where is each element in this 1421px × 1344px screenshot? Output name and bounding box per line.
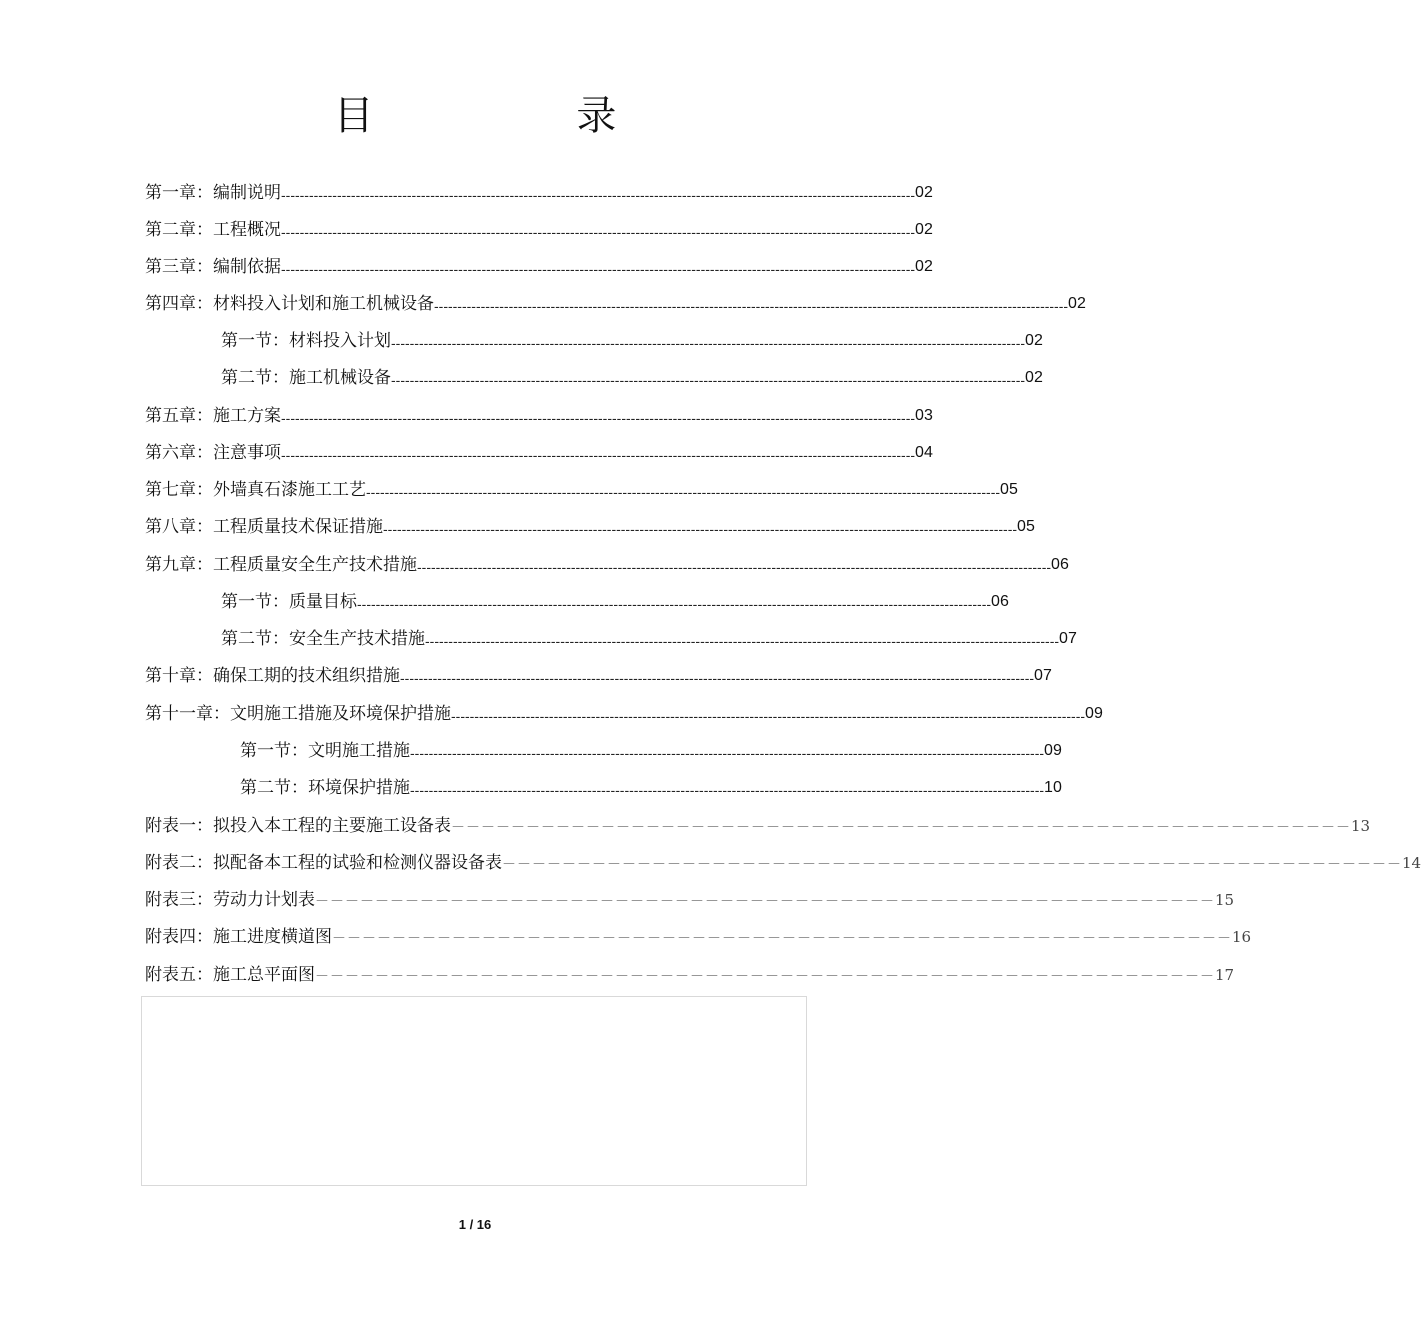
- toc-dot-leader: ----------------------------------------------------------------------------------------------------------------------------------------: [391, 335, 1026, 351]
- toc-entry-label: 第十一章：文明施工措施及环境保护措施: [145, 704, 451, 724]
- toc-entry-page: 09: [1085, 705, 1103, 722]
- toc-entry-chapter-5[interactable]: [145, 403, 933, 429]
- toc-entry-chapter-10[interactable]: [145, 663, 1052, 689]
- toc-entry-label: 第二节：施工机械设备: [221, 368, 391, 388]
- toc-entry-page: 16: [1232, 928, 1252, 946]
- toc-entry-label: 第一章：编制说明: [145, 183, 281, 203]
- toc-dot-leader: ----------------------------------------------------------------------------------------------------------------------------------------: [417, 559, 1052, 575]
- toc-dot-leader: ----------------------------------------------------------------------------------------------------------------------------------------: [425, 633, 1060, 649]
- page-title: 目 录: [333, 93, 712, 139]
- toc-entry-chapter-7[interactable]: [145, 477, 1018, 503]
- toc-entry-chapter-9-section-1[interactable]: [221, 589, 1009, 615]
- toc-dot-leader: ----------------------------------------------------------------------------------------------------------------------------------------: [366, 484, 1001, 500]
- toc-entry-page: 02: [1025, 369, 1043, 386]
- toc-entry-page: 07: [1034, 667, 1052, 684]
- toc-dot-leader: ----------------------------------------------------------------------------------------------------------------------------------------: [281, 224, 916, 240]
- toc-entry-label: 第九章：工程质量安全生产技术措施: [145, 555, 417, 575]
- toc-entry-chapter-2[interactable]: [145, 217, 933, 243]
- toc-entry-label: 第三章：编制依据: [145, 257, 281, 277]
- toc-entry-page: 04: [915, 444, 933, 461]
- toc-entry-page: 05: [1000, 481, 1018, 498]
- toc-dot-leader: ----------------------------------------------------------------------------------------------------------------------------------------: [391, 372, 1026, 388]
- toc-dot-leader: －－－－－－－－－－－－－－－－－－－－－－－－－－－－－－－－－－－－－－－－－－－－－－－－－－－－－－－－－－－－: [451, 820, 1351, 836]
- toc-entry-label: 第八章：工程质量技术保证措施: [145, 517, 383, 537]
- toc-entry-page: 17: [1215, 966, 1235, 984]
- toc-entry-chapter-11[interactable]: [145, 701, 1103, 727]
- toc-entry-label: 第七章：外墙真石漆施工工艺: [145, 480, 366, 500]
- toc-dot-leader: ----------------------------------------------------------------------------------------------------------------------------------------: [410, 782, 1045, 798]
- toc-dot-leader: ----------------------------------------------------------------------------------------------------------------------------------------: [451, 708, 1086, 724]
- toc-entry-chapter-9[interactable]: [145, 552, 1069, 578]
- toc-dot-leader: ----------------------------------------------------------------------------------------------------------------------------------------: [383, 521, 1018, 537]
- toc-dot-leader: －－－－－－－－－－－－－－－－－－－－－－－－－－－－－－－－－－－－－－－－－－－－－－－－－－－－－－－－－－－－: [502, 857, 1402, 873]
- toc-dot-leader: ----------------------------------------------------------------------------------------------------------------------------------------: [281, 410, 916, 426]
- toc-entry-label: 第一节：质量目标: [221, 592, 357, 612]
- toc-entry-chapter-6[interactable]: [145, 440, 933, 466]
- toc-entry-chapter-4-section-2[interactable]: [221, 365, 1043, 391]
- toc-entry-label: 第二节：环境保护措施: [240, 778, 410, 798]
- toc-entry-appendix-1[interactable]: [145, 813, 1371, 839]
- toc-entry-chapter-4[interactable]: [145, 291, 1086, 317]
- toc-entry-label: 第六章：注意事项: [145, 443, 281, 463]
- toc-entry-page: 09: [1044, 742, 1062, 759]
- toc-entry-label: 第十章：确保工期的技术组织措施: [145, 666, 400, 686]
- toc-dot-leader: ----------------------------------------------------------------------------------------------------------------------------------------: [410, 745, 1045, 761]
- toc-entry-chapter-3[interactable]: [145, 254, 933, 280]
- toc-dot-leader: ----------------------------------------------------------------------------------------------------------------------------------------: [281, 187, 916, 203]
- toc-entry-chapter-1[interactable]: [145, 180, 933, 206]
- toc-dot-leader: ----------------------------------------------------------------------------------------------------------------------------------------: [281, 261, 916, 277]
- toc-dot-leader: ----------------------------------------------------------------------------------------------------------------------------------------: [281, 447, 916, 463]
- toc-entry-label: 第四章：材料投入计划和施工机械设备: [145, 294, 434, 314]
- toc-entry-appendix-3[interactable]: [145, 887, 1235, 913]
- toc-entry-label: 第二章：工程概况: [145, 220, 281, 240]
- toc-entry-label: 附表一：拟投入本工程的主要施工设备表: [145, 816, 451, 836]
- toc-entry-label: 第二节：安全生产技术措施: [221, 629, 425, 649]
- toc-entry-page: 06: [991, 593, 1009, 610]
- toc-entry-page: 14: [1402, 854, 1421, 872]
- toc-entry-appendix-2[interactable]: [145, 850, 1421, 876]
- toc-entry-chapter-9-section-2[interactable]: [221, 626, 1077, 652]
- toc-entry-appendix-4[interactable]: [145, 924, 1252, 950]
- toc-entry-page: 06: [1051, 556, 1069, 573]
- empty-frame: [141, 996, 807, 1186]
- toc-entry-label: 第一节：文明施工措施: [240, 741, 410, 761]
- page-indicator: 1 / 16: [458, 1217, 492, 1232]
- toc-entry-page: 05: [1017, 518, 1035, 535]
- toc-entry-label: 第一节：材料投入计划: [221, 331, 391, 351]
- toc-entry-page: 02: [915, 221, 933, 238]
- toc-dot-leader: ----------------------------------------------------------------------------------------------------------------------------------------: [400, 670, 1035, 686]
- toc-dot-leader: －－－－－－－－－－－－－－－－－－－－－－－－－－－－－－－－－－－－－－－－－－－－－－－－－－－－－－－－－－－－: [332, 931, 1232, 947]
- toc-entry-page: 02: [1068, 295, 1086, 312]
- toc-entry-chapter-4-section-1[interactable]: [221, 328, 1043, 354]
- toc-entry-page: 02: [915, 184, 933, 201]
- toc-entry-chapter-8[interactable]: [145, 514, 1035, 540]
- toc-entry-label: 第五章：施工方案: [145, 406, 281, 426]
- toc-entry-page: 02: [1025, 332, 1043, 349]
- toc-entry-appendix-5[interactable]: [145, 962, 1235, 988]
- toc-entry-label: 附表五：施工总平面图: [145, 965, 315, 985]
- toc-entry-label: 附表二：拟配备本工程的试验和检测仪器设备表: [145, 853, 502, 873]
- toc-dot-leader: －－－－－－－－－－－－－－－－－－－－－－－－－－－－－－－－－－－－－－－－－－－－－－－－－－－－－－－－－－－－: [315, 894, 1215, 910]
- toc-entry-page: 02: [915, 258, 933, 275]
- toc-entry-page: 07: [1059, 630, 1077, 647]
- toc-dot-leader: ----------------------------------------------------------------------------------------------------------------------------------------: [357, 596, 992, 612]
- toc-entry-page: 10: [1044, 779, 1062, 796]
- toc-entry-label: 附表四：施工进度横道图: [145, 927, 332, 947]
- toc-entry-page: 13: [1351, 817, 1371, 835]
- toc-entry-chapter-11-section-1[interactable]: [240, 738, 1062, 764]
- toc-entry-page: 15: [1215, 891, 1235, 909]
- toc-entry-label: 附表三：劳动力计划表: [145, 890, 315, 910]
- toc-dot-leader: －－－－－－－－－－－－－－－－－－－－－－－－－－－－－－－－－－－－－－－－－－－－－－－－－－－－－－－－－－－－: [315, 969, 1215, 985]
- toc-entry-chapter-11-section-2[interactable]: [240, 775, 1062, 801]
- toc-entry-page: 03: [915, 407, 933, 424]
- toc-dot-leader: ----------------------------------------------------------------------------------------------------------------------------------------: [434, 298, 1069, 314]
